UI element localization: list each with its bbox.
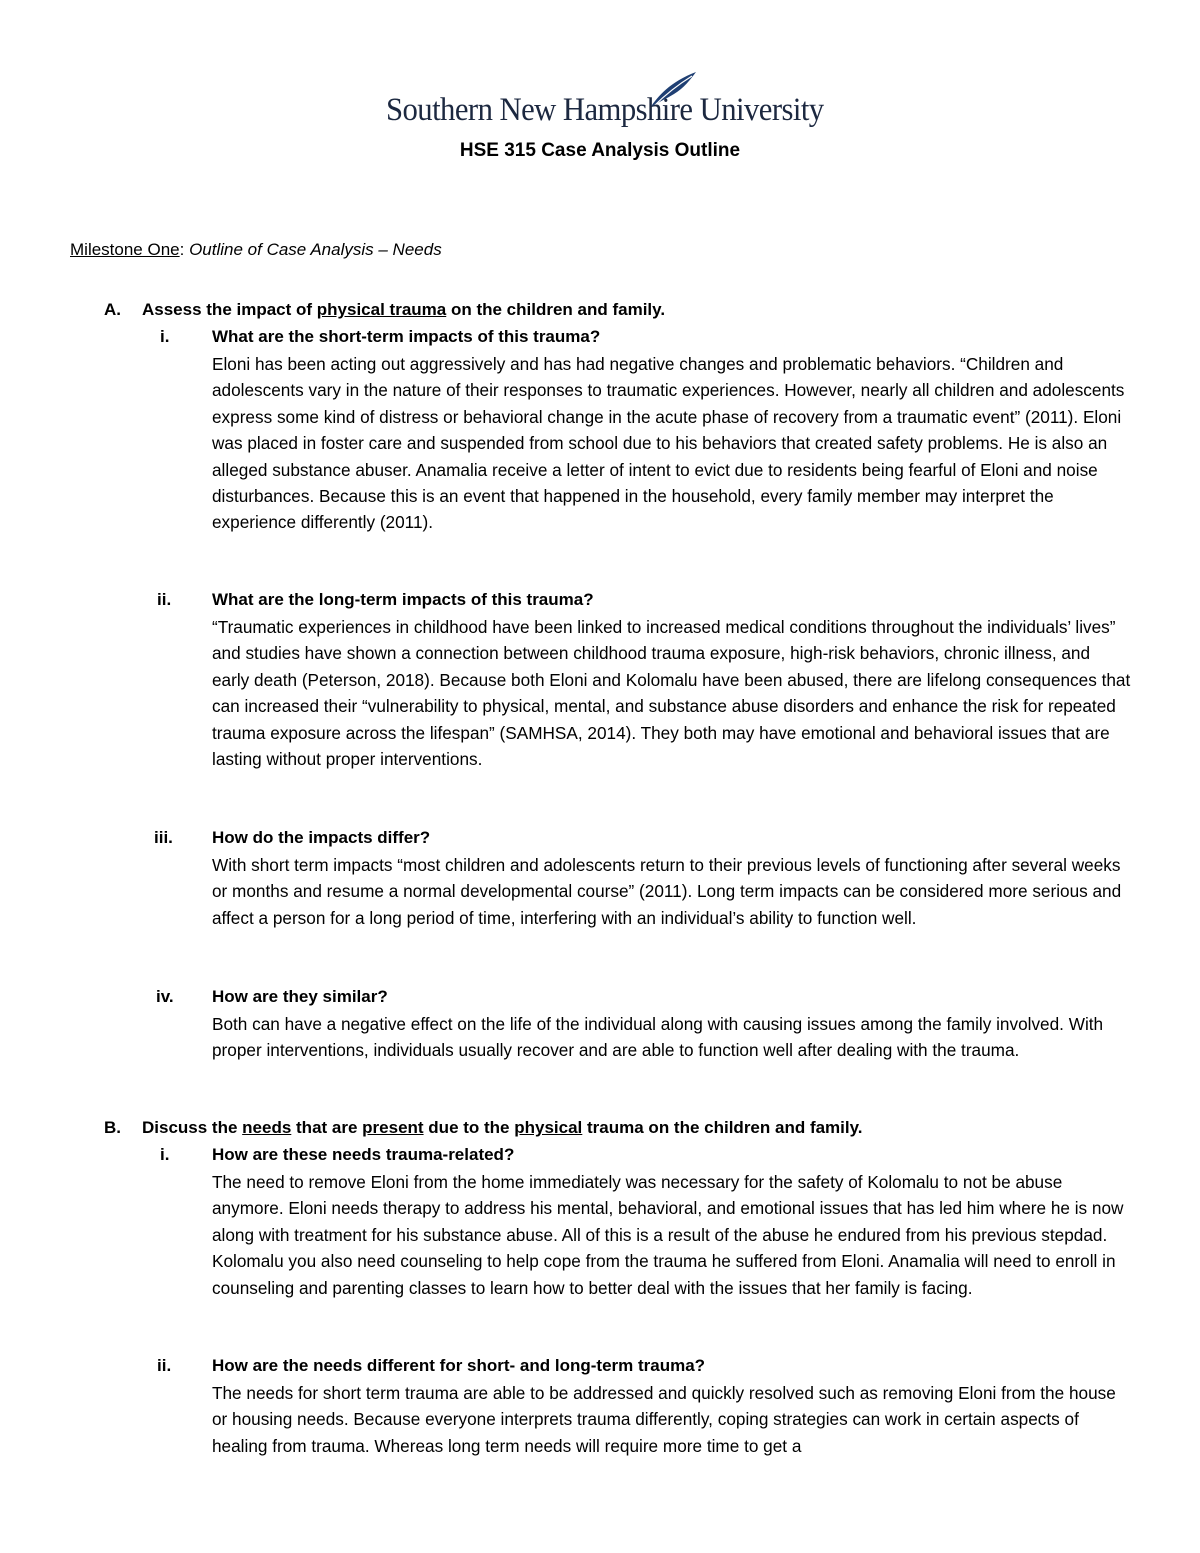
item-question: What are the short-term impacts of this trauma? <box>212 327 601 346</box>
section-b-text-3: due to the <box>423 1118 515 1137</box>
university-logo <box>386 70 824 138</box>
item-answer: Eloni has been acting out aggressively and has had negative changes and problematic behaviors. “Children and adolescents vary in the nature of their responses to traumatic experiences. However, nearly all children and adolescents express some kind of distress or behavioral change in the acute phase of recovery from a traumatic event” (2011). Eloni was placed in foster care and suspended from school due to his behaviors that created safety problems. He is also an alleged substance abuser. Anamalia receive a letter of intent to evict due to residents being fearful of Eloni and noise disturbances. Because this is an event that happened in the household, every family member may interpret the experience differently (2011). <box>212 354 1125 533</box>
document-title: HSE 315 Case Analysis Outline <box>459 140 741 161</box>
item-question: What are the long-term impacts of this trauma? <box>212 590 594 609</box>
item-answer: The need to remove Eloni from the home immediately was necessary for the safety of Kolomalu to not be abuse anymore. Eloni needs therapy to address his mental, behavioral, and emotional issues that has led him where he is now along with treatment for his substance abuse. All of this is a result of the abuse he endured from his previous stepdad. Kolomalu you also need counseling to help cope from the trauma he suffered from Eloni. Anamalia will need to enroll in counseling and parenting classes to learn how to better deal with the issues that her family is facing. <box>212 1172 1124 1298</box>
section-a-heading <box>104 300 665 320</box>
section-b-letter: B. <box>104 1118 121 1137</box>
section-b-text-4: trauma on the children and family. <box>582 1118 863 1137</box>
section-a-underlined: physical trauma <box>316 300 447 319</box>
milestone-subtitle: Outline of Case Analysis – Needs <box>189 240 442 259</box>
item-answer: The needs for short term trauma are able to be addressed and quickly resolved such as removing Eloni from the house or housing needs. Because everyone interprets trauma differently, coping strategies can work in certain aspects of healing from trauma. Whereas long term needs will require more time to get a <box>212 1383 1116 1456</box>
section-b-text-2: that are <box>291 1118 363 1137</box>
section-b-underlined-2: present <box>362 1118 424 1137</box>
item-number: ii. <box>157 590 172 609</box>
item-answer: Both can have a negative effect on the life of the individual along with causing issues among the family involved. With proper interventions, individuals usually recover and are able to function well after dealing with the trauma. <box>212 1014 1104 1061</box>
logo-wordmark: Southern New Hampshire University <box>386 92 824 128</box>
item-question: How are they similar? <box>212 987 388 1006</box>
section-b-text-1: Discuss the <box>142 1118 243 1137</box>
item-question: How are these needs trauma-related? <box>212 1145 515 1164</box>
item-number: ii. <box>157 1356 172 1375</box>
section-a-letter: A. <box>104 300 121 319</box>
section-a-text-1: Assess the impact of <box>142 300 317 319</box>
item-number: iv. <box>156 987 174 1006</box>
milestone-label: Milestone One <box>70 240 180 259</box>
section-b-heading <box>104 1118 863 1138</box>
section-b-underlined-1: needs <box>242 1118 292 1137</box>
section-b-underlined-3: physical <box>514 1118 583 1137</box>
item-question: How are the needs different for short- and long-term trauma? <box>212 1356 706 1375</box>
item-number: i. <box>160 327 170 346</box>
item-answer: With short term impacts “most children and adolescents return to their previous levels of functioning after several weeks or months and resume a normal developmental course” (2011). Long term impacts can be considered more serious and affect a person for a long period of time, interfering with an individual’s ability to function well. <box>212 855 1122 928</box>
milestone-separator: : <box>179 240 190 259</box>
item-question: How do the impacts differ? <box>212 828 431 847</box>
section-a-text-2: on the children and family. <box>446 300 666 319</box>
item-number: iii. <box>154 828 173 847</box>
milestone-heading <box>70 240 442 260</box>
item-number: i. <box>160 1145 170 1164</box>
item-answer: “Traumatic experiences in childhood have been linked to increased medical conditions throughout the individuals’ lives” and studies have shown a connection between childhood trauma exposure, high-risk behaviors, chronic illness, and early death (Peterson, 2018). Because both Eloni and Kolomalu have been abused, there are lifelong consequences that can increased their “vulnerability to physical, mental, and substance abuse disorders and enhance the risk for repeated trauma exposure across the lifespan” (SAMHSA, 2014). They both may have emotional and behavioral issues that are lasting without proper interventions. <box>212 617 1131 770</box>
